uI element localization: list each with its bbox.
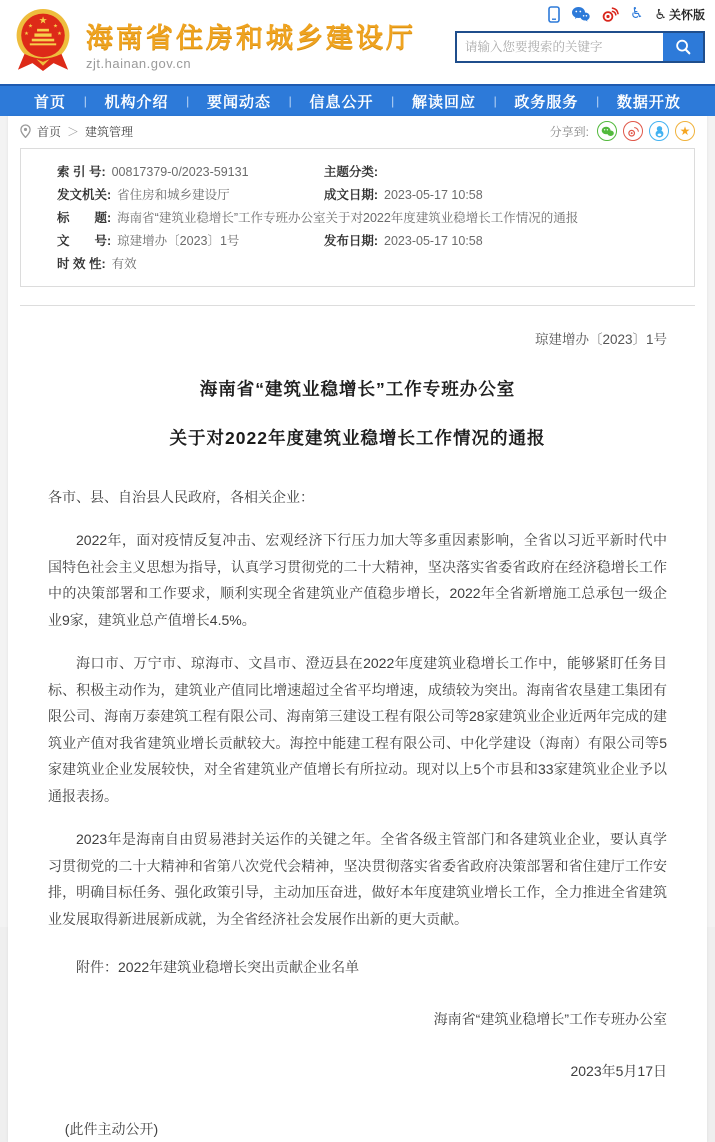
meta-validity-label: 时 效 性:	[57, 257, 106, 271]
doc-title-line1: 海南省“建筑业稳增长”工作专班办公室	[199, 379, 516, 399]
nav-item-info-disclosure[interactable]: 信息公开	[309, 93, 374, 111]
meta-doc-no-label: 文 号:	[57, 234, 112, 248]
nav-separator: |	[493, 94, 497, 108]
national-emblem-logo	[10, 6, 76, 87]
main-nav	[0, 86, 715, 116]
nav-item-interpretation[interactable]: 解读回应	[411, 93, 476, 111]
meta-validity-value: 有效	[111, 257, 137, 271]
breadcrumb-separator: ＞	[67, 124, 80, 139]
meta-index-label: 索 引 号:	[57, 165, 106, 179]
nav-item-services[interactable]: 政务服务	[514, 93, 579, 111]
care-version-button[interactable]	[654, 6, 705, 23]
doc-attachment: 附件：2022年建筑业稳增长突出贡献企业名单	[76, 959, 360, 975]
accessibility-icon[interactable]: ♿	[629, 5, 644, 22]
doc-number: 琼建增办〔2023〕1号	[534, 332, 667, 347]
content-panel	[8, 116, 707, 1142]
nav-separator: |	[186, 94, 190, 108]
breadcrumb-current: 建筑管理	[85, 124, 134, 139]
meta-issuer-value: 省住房和城乡建设厅	[117, 188, 230, 202]
search-bar	[455, 31, 705, 63]
meta-title-label: 标 题:	[57, 211, 112, 225]
share-qq-icon[interactable]	[649, 121, 669, 141]
search-icon	[674, 38, 692, 56]
svg-text:★: ★	[24, 30, 29, 37]
doc-date: 2023年5月17日	[570, 1063, 667, 1079]
meta-title-value: 海南省“建筑业稳增长”工作专班办公室关于对2022年度建筑业稳增长工作情况的通报	[117, 211, 579, 225]
nav-separator: |	[288, 94, 292, 108]
care-version-label: 关怀版	[668, 7, 705, 22]
meta-row	[21, 184, 694, 207]
doc-paragraph-3: 2023年是海南自由贸易港封关运作的关键之年。全省各级主管部门和各建筑业企业，要认真学习贯彻党的二十大精神和省第八次党代会精神，坚决贯彻落实省委省政府决策部署和省住建厅工作安排，明确目标任务、强化政策引导，主动加压奋进，做好本年度建筑业增长工作，全力推进全省建筑业发展取得新进展新成就，为全省经济社会发展作出新的更大贡献。	[48, 831, 667, 927]
doc-paragraph-1: 2022年，面对疫情反复冲击、宏观经济下行压力加大等多重因素影响，全省以习近平新时代中国特色社会主义思想为指导，认真学习贯彻党的二十大精神，坚决落实省委省政府在经济稳增长工作中的决策部署和工作要求，顺利实现全省建筑业产值稳步增长，2022年全省新增施工总承包一级企业9家，建筑业总产值增长4.5%。	[48, 532, 667, 628]
header-right	[455, 4, 705, 63]
breadcrumb-home[interactable]: 首页	[37, 124, 62, 139]
svg-text:★: ★	[53, 23, 58, 30]
doc-title-line2: 关于对2022年度建筑业稳增长工作情况的通报	[169, 428, 546, 448]
nav-item-open-data[interactable]: 数据开放	[616, 93, 681, 111]
meta-written-date-label: 成文日期:	[323, 188, 379, 202]
site-title: 海南省住房和城乡建设厅	[86, 22, 416, 53]
doc-publicity-note: (此件主动公开)	[64, 1121, 159, 1137]
mobile-icon[interactable]	[548, 6, 560, 22]
meta-topic-label: 主题分类:	[323, 165, 379, 179]
share-label: 分享到:	[549, 124, 589, 139]
nav-separator: |	[391, 94, 395, 108]
quick-icons	[455, 4, 705, 24]
meta-publish-date-label: 发布日期:	[323, 234, 379, 248]
share-weibo-icon[interactable]	[623, 121, 643, 141]
svg-text:★: ★	[57, 30, 62, 37]
content-divider	[20, 305, 695, 306]
doc-paragraph-2: 海口市、万宁市、琼海市、文昌市、澄迈县在2022年度建筑业稳增长工作中，能够紧盯任务目标、积极主动作为，建筑业产值同比增速超过全省平均增速，成绩较为突出。海南省农垦建工集团有限公司、海南万泰建筑工程有限公司、海南第三建设工程有限公司等28家建筑业企业近两年完成的建筑业产值对我省建筑业增长贡献较大。海控中能建工程有限公司、中化学建设（海南）有限公司等5家建筑业企业发展较快，对全省建筑业产值增长有所拉动。现对以上5个市县和33家建筑业企业予以通报表扬。	[48, 655, 667, 804]
meta-row	[21, 253, 694, 276]
share-box	[550, 121, 695, 141]
share-favorite-icon[interactable]: ★	[675, 121, 695, 141]
meta-publish-date-value: 2023-05-17 10:58	[384, 234, 483, 248]
search-input[interactable]	[457, 33, 663, 61]
meta-written-date-value: 2023-05-17 10:58	[384, 188, 483, 202]
doc-signature: 海南省“建筑业稳增长”工作专班办公室	[433, 1011, 667, 1027]
meta-index-value: 00817379-0/2023-59131	[111, 165, 249, 179]
doc-salutation: 各市、县、自治县人民政府，各相关企业：	[48, 489, 314, 505]
meta-row	[21, 161, 694, 184]
svg-text:★: ★	[28, 23, 33, 30]
share-wechat-icon[interactable]	[597, 121, 617, 141]
wechat-icon[interactable]	[571, 6, 590, 22]
brand-text	[86, 23, 416, 71]
nav-separator: |	[596, 94, 600, 108]
breadcrumb	[8, 116, 707, 146]
meta-row	[21, 207, 694, 230]
location-pin-icon	[20, 124, 31, 138]
nav-item-news[interactable]: 要闻动态	[206, 93, 271, 111]
document-body	[8, 328, 707, 1142]
svg-text:★: ★	[38, 15, 48, 27]
weibo-icon[interactable]	[601, 6, 619, 22]
site-url: zjt.hainan.gov.cn	[86, 55, 192, 71]
nav-item-home[interactable]: 首页	[34, 93, 67, 111]
meta-row	[21, 230, 694, 253]
nav-separator: |	[83, 94, 87, 108]
site-header	[0, 0, 715, 86]
meta-doc-no-value: 琼建增办〔2023〕1号	[117, 234, 240, 248]
search-button[interactable]	[663, 33, 703, 61]
site-brand	[10, 6, 416, 87]
nav-item-about[interactable]: 机构介绍	[104, 93, 169, 111]
care-version-icon: ♿	[654, 6, 667, 22]
meta-issuer-label: 发文机关:	[57, 188, 112, 202]
document-meta-table	[20, 148, 695, 287]
